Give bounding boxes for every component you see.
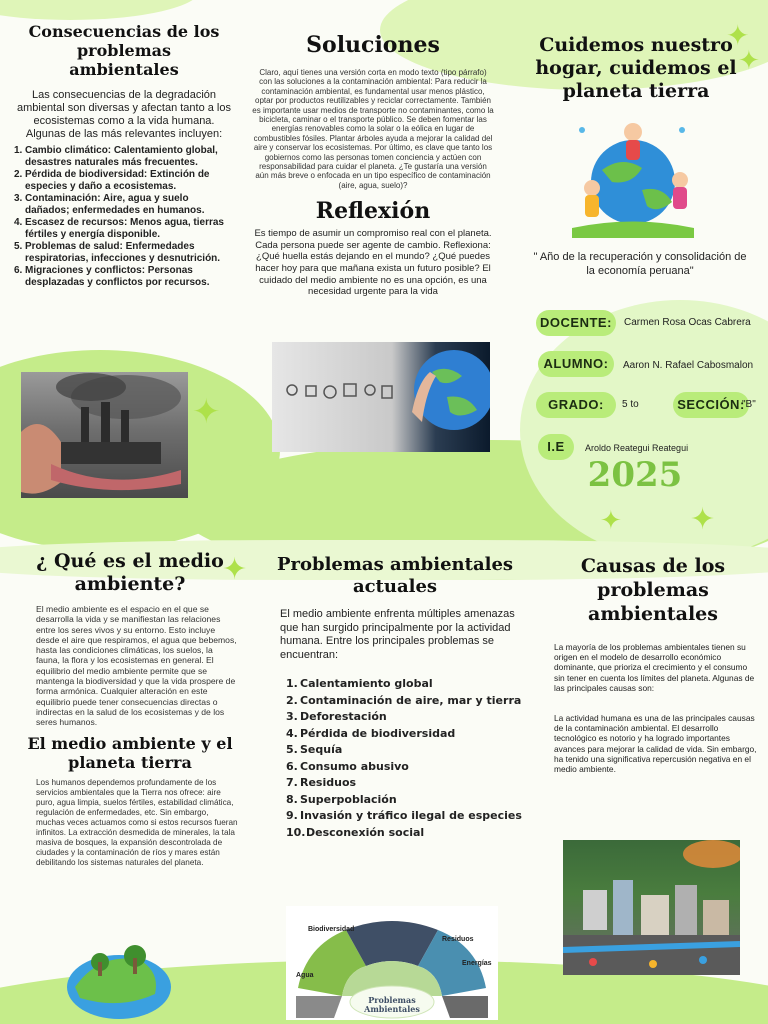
section-subtitle: El medio ambiente y el planeta tierra [27, 733, 233, 772]
list-item: 6. Consumo abusivo [286, 759, 409, 773]
alumno-value: Aaron N. Rafael Cabosmalon [623, 360, 754, 371]
list-item: 6. Migraciones y conflictos: Personas desplazadas y conflictos por recursos. [14, 265, 210, 288]
reflexion-title: Reflexión [315, 198, 431, 225]
list-item: 3. Contaminación: Aire, agua y suelo dañados; enfermedades en humanos. [14, 193, 205, 216]
list-item: 5. Sequía [286, 743, 343, 756]
panel-title: ¿ Qué es el medio ambiente? [36, 550, 224, 595]
panel-consecuencias [14, 22, 234, 289]
diagram-label: Agua [296, 972, 314, 979]
diagram-label: Residuos [442, 936, 474, 943]
list-item: 4. Escasez de recursos: Menos agua, tierras fértiles y energía disponible. [14, 217, 224, 240]
panel-title: Soluciones [306, 32, 440, 58]
background-blob [0, 0, 200, 20]
earth-icon [272, 342, 490, 452]
seccion-value: "B" [742, 399, 756, 410]
panel-problemas [268, 554, 522, 841]
list-item: 1. Calentamiento global [286, 677, 433, 690]
solutions-text: Claro, aquí tienes una versión corta en modo texto (tipo párrafo) con las soluciones a la contaminación ambiental: Para reducir la contaminación ambiental, es fundamental usar menos plástico, optar por productos reutilizables y reciclar correctamente. También es importante usar medios de transporte no contaminantes, como la bicicleta, caminar o el transporte público. Se deben fomentar las energías renovables como la solar o la eólica en lugar de combustibles fósiles. Plantar árboles ayuda a mejorar la calidad del aire y conservar los ecosistemas. Por último, es clave que tanto los gobiernos como las personas tomen conciencia y actúen con responsabilidad para cuidar el planeta. ¿Te gustaría una versión aún más breve o enfocada en un tipo específico de contaminación (aire, agua, suelo)? [252, 68, 494, 190]
list-item: 2. Pérdida de biodiversidad: Extinción de especies y daño a ecosistemas. [14, 169, 210, 192]
sparkle-icon: ✦ [690, 502, 716, 537]
list-item: 8. Superpoblación [286, 792, 397, 806]
motto-text: " Año de la recuperación y consolidación de la economía peruana" [533, 251, 747, 277]
year-text: 2025 [587, 455, 683, 495]
earth-hand-image [272, 342, 490, 452]
city-pollution-icon [563, 840, 740, 975]
panel-title: Causas de los problemas ambientales [580, 555, 726, 625]
diagram-title: Problemas Ambientales [364, 995, 420, 1014]
diagram-label: Energías [462, 960, 492, 967]
kids-globe-icon [562, 110, 704, 238]
problems-intro: El medio ambiente enfrenta múltiples amenazas que han surgido principalmente por la actividad humana. Entre los principales problemas se encuentran: [280, 608, 515, 661]
seccion-label: SECCIÓN: [673, 392, 749, 418]
alumno-label: ALUMNO: [538, 351, 614, 377]
causes-text-2: La actividad humana es una de las principales causas de la contaminación ambiental. El desarrollo tecnológico es notorio y ha logrado importantes avances para mejorar la calidad de vida. Sin embargo, ha tenido una significativa repercusión negativa en el medio ambiente. [554, 713, 757, 775]
city-image [563, 840, 740, 975]
panel-intro: Las consecuencias de la degradación ambiental son diversas y afectan tanto a los ecosistemas como a la vida humana. Algunas de las más relevantes incluyen: [16, 89, 231, 140]
panel-cover [516, 34, 756, 103]
list-item: 5. Problemas de salud: Enfermedades respiratorias, infecciones y desnutrición. [14, 241, 221, 264]
panel-soluciones [252, 32, 494, 298]
reflexion-text: Es tiempo de asumir un compromiso real con el planeta. Cada persona puede ser agente de cambio. Reflexiona: ¿Qué huella estás dejando en el mundo? ¿Qué puedes hacer hoy para que mañana exista un futuro posible? El cuidado del medio ambiente no es una opción, es una necesidad urgente para la vida [254, 228, 492, 298]
cover-title: Cuidemos nuestro hogar, cuidemos el planeta tierra [535, 34, 737, 102]
list-item: 1. Cambio climático: Calentamiento global, desastres naturales más frecuentes. [14, 145, 218, 168]
ie-label: I.E [538, 434, 574, 460]
problems-diagram [286, 906, 498, 1020]
grado-value: 5 to [622, 399, 639, 410]
pollution-image [21, 372, 188, 498]
panel-causas [548, 554, 758, 774]
list-item: 9. Invasión y tráfico ilegal de especies [286, 809, 522, 822]
problems-list [286, 676, 522, 841]
list-item: 3. Deforestación [286, 710, 387, 723]
sparkle-icon: ✦ [222, 552, 248, 587]
sparkle-icon: ✦ [738, 46, 760, 76]
kids-earth-image [562, 110, 704, 238]
list-item: 7. Residuos [286, 776, 357, 789]
list-item: 4. Pérdida de biodiversidad [286, 726, 456, 740]
list-item: 10. Desconexión social [286, 825, 425, 839]
panel-title: Problemas ambientales actuales [276, 554, 514, 597]
list-item: 2. Contaminación de aire, mar y tierra [286, 693, 522, 707]
ie-value: Aroldo Reategui Reategui [585, 443, 689, 453]
planet-text: Los humanos dependemos profundamente de los servicios ambientales que la Tierra nos ofrece: aire puro, agua limpia, suelos fértiles, estabilidad climática, regulación de enfermedades, etc. Sin embargo, muchas veces actuamos como si estos recursos fueran infinitos. La extracción desmedida de minerales, la tala masiva de bosques, la expansión descontrolada de ciudades y la contaminación de ríos y mares están debilitando los sistemas naturales del planeta. [36, 777, 238, 867]
panel-title: Consecuencias de los problemas ambientales [28, 22, 220, 79]
planet-icon [60, 932, 178, 1020]
sparkle-icon: ✦ [600, 506, 622, 536]
panel-medio-ambiente [22, 550, 238, 868]
consequences-list [14, 145, 234, 289]
definition-text: El medio ambiente es el espacio en el que se desarrolla la vida y se manifiestan las relaciones entre los seres vivos y su entorno. Esto incluye desde el aire que respiramos, el agua que bebemos, hasta las condiciones climáticas, los suelos, la fauna, la flora y los ecosistemas en general. El equilibrio del medio ambiente permite que se mantenga la biodiversidad y que la vida prospere de forma armónica. Cualquier alteración en este equilibrio puede tener consecuencias directas o indirectas en la salud de los ecosistemas y de los seres humanos. [36, 604, 237, 728]
docente-label: DOCENTE: [536, 310, 616, 336]
sparkle-icon: ✦ [726, 19, 750, 52]
grado-label: GRADO: [536, 392, 616, 418]
docente-value: Carmen Rosa Ocas Cabrera [624, 317, 751, 328]
causes-text: La mayoría de los problemas ambientales tienen su origen en el modelo de desarrollo económico dominante, que prioriza el crecimiento y el consumo sin tener en cuenta los límites del planeta. Algunas de las principales causas son: [554, 642, 755, 693]
factory-mouth-icon [21, 372, 188, 498]
sparkle-icon: ✦ [192, 392, 221, 432]
diagram-label: Biodiversidad [308, 926, 355, 933]
green-planet-image [60, 932, 178, 1020]
